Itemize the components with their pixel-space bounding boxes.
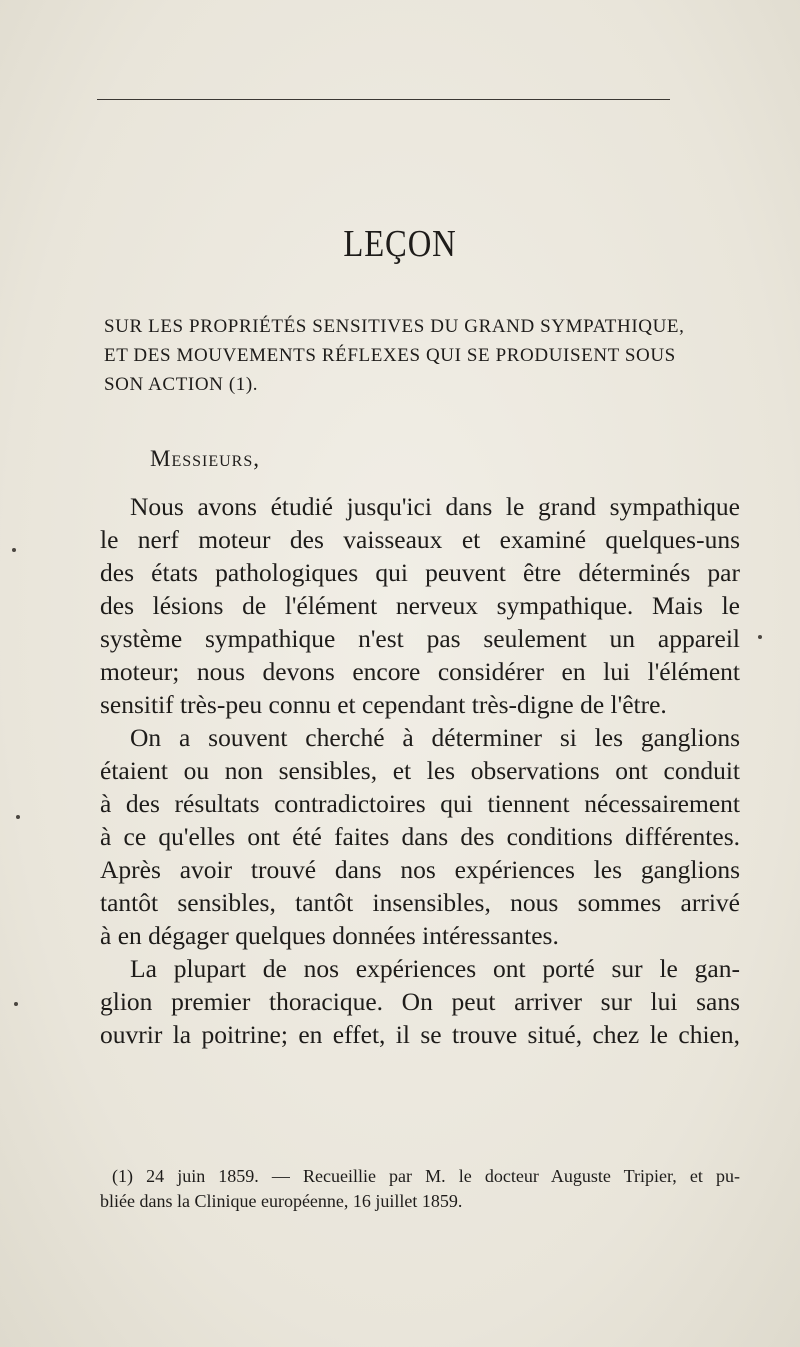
subtitle-line: SON ACTION (1). [104, 374, 259, 395]
lesson-title: LEÇON [343, 223, 457, 265]
body-line: glion premier thoracique. On peut arriver sur lui sans [100, 987, 740, 1016]
body-line: étaient ou non sensibles, et les observations ont conduit [100, 756, 740, 785]
subtitle-line: ET DES MOUVEMENTS RÉFLEXES QUI SE PRODUISENT SOUS [104, 345, 676, 366]
margin-speck [14, 1002, 18, 1006]
lesson-subtitle [104, 312, 724, 399]
body-line: système sympathique n'est pas seulement un appareil [100, 624, 740, 653]
body-line: Nous avons étudié jusqu'ici dans le grand sympathique [130, 492, 740, 521]
body-line: tantôt sensibles, tantôt insensibles, nous sommes arrivé [100, 888, 740, 917]
body-line: On a souvent cherché à déterminer si les ganglions [130, 723, 740, 752]
body-line: La plupart de nos expériences ont porté sur le gan- [130, 954, 740, 983]
footnote-line: (1) 24 juin 1859. — Recueillie par M. le docteur Auguste Tripier, et pu- [112, 1166, 740, 1186]
margin-speck [12, 548, 16, 552]
body-line: à ce qu'elles ont été faites dans des conditions différentes. [100, 822, 740, 851]
body-line: moteur; nous devons encore considérer en lui l'élément [100, 657, 740, 686]
footnote [100, 1164, 740, 1214]
footnote-line: bliée dans la Clinique européenne, 16 juillet 1859. [100, 1191, 463, 1211]
body-line: des états pathologiques qui peuvent être déterminés par [100, 558, 740, 587]
body-line: ouvrir la poitrine; en effet, il se trouve situé, chez le chien, [100, 1020, 740, 1049]
body-line: à des résultats contradictoires qui tiennent nécessairement [100, 789, 740, 818]
body-line: Après avoir trouvé dans nos expériences les ganglions [100, 855, 740, 884]
body-line: des lésions de l'élément nerveux sympathique. Mais le [100, 591, 740, 620]
salutation: Messieurs, [150, 446, 260, 471]
subtitle-line: SUR LES PROPRIÉTÉS SENSITIVES DU GRAND SYMPATHIQUE, [104, 316, 685, 337]
body-line: à en dégager quelques données intéressantes. [100, 921, 559, 950]
top-rule [97, 99, 670, 100]
body-line: sensitif très-peu connu et cependant très-digne de l'être. [100, 690, 667, 719]
body-text [100, 490, 740, 1051]
body-line: le nerf moteur des vaisseaux et examiné quelques-uns [100, 525, 740, 554]
margin-speck [16, 815, 20, 819]
margin-speck [758, 635, 762, 639]
